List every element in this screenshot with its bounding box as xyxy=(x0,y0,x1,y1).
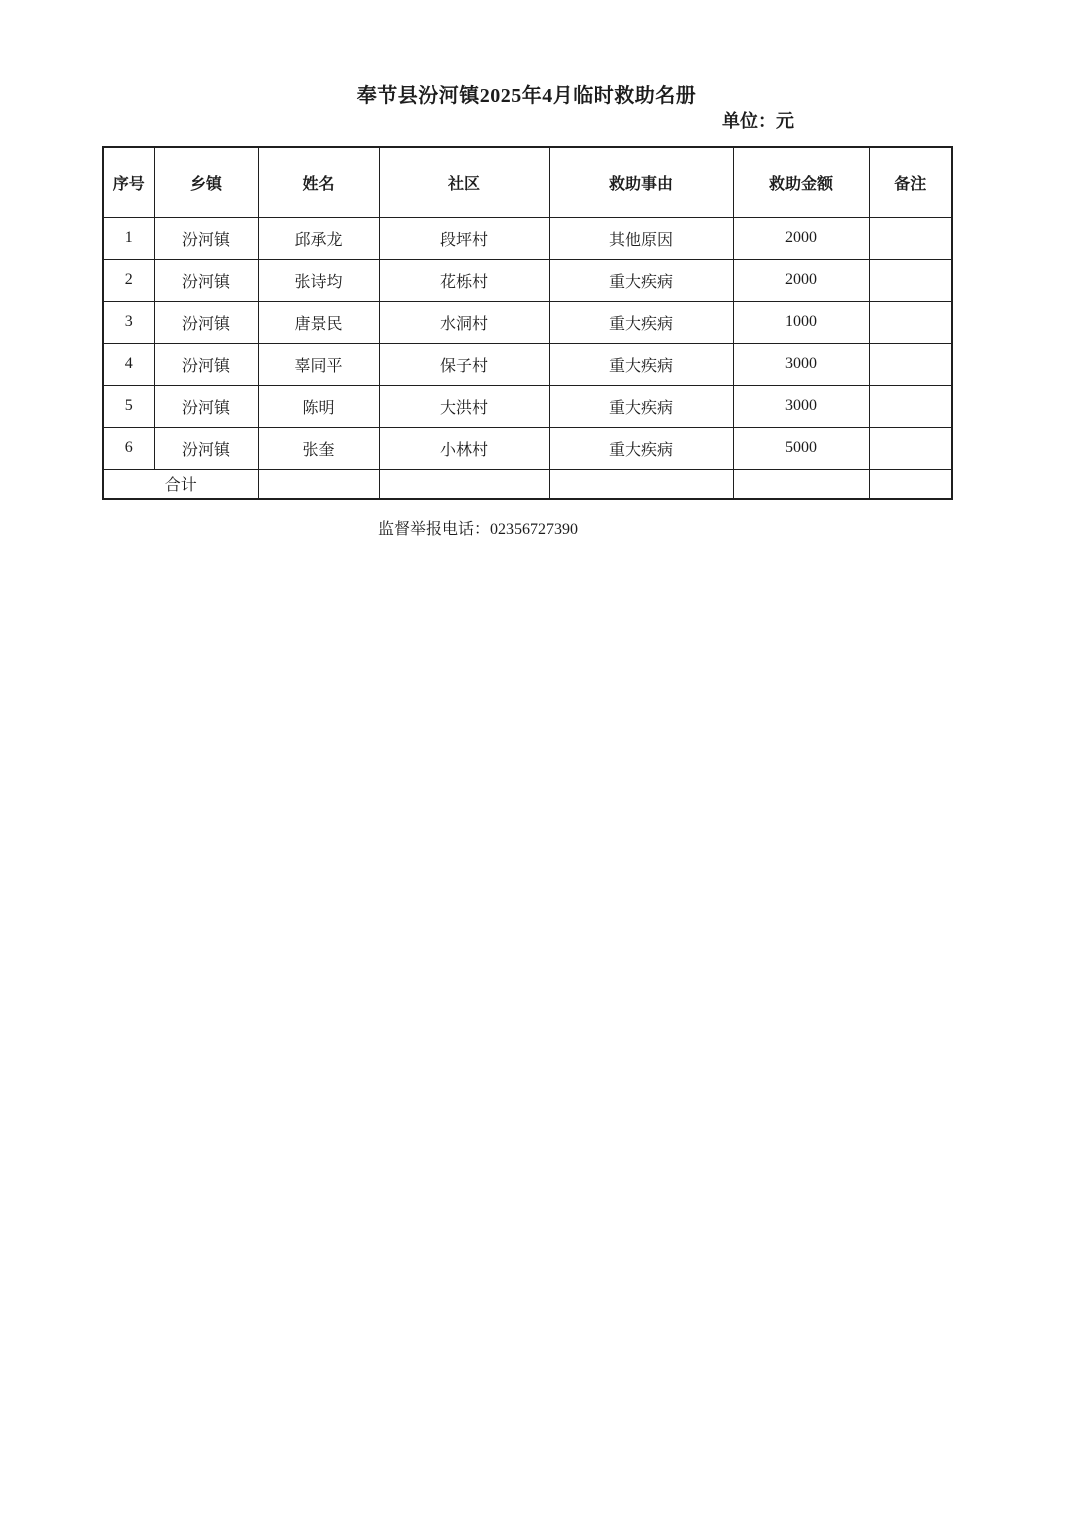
cell-reason: 重大疾病 xyxy=(549,343,733,385)
column-header-town: 乡镇 xyxy=(154,147,258,217)
cell-reason: 重大疾病 xyxy=(549,259,733,301)
total-name-cell xyxy=(258,469,379,499)
cell-seq: 5 xyxy=(103,385,154,427)
assistance-roster-table xyxy=(102,146,953,500)
cell-seq: 6 xyxy=(103,427,154,469)
column-header-remark: 备注 xyxy=(869,147,952,217)
cell-town: 汾河镇 xyxy=(154,259,258,301)
table-row xyxy=(103,427,952,469)
column-header-amount: 救助金额 xyxy=(733,147,869,217)
cell-community: 水洞村 xyxy=(379,301,549,343)
table-row xyxy=(103,343,952,385)
cell-remark xyxy=(869,217,952,259)
cell-name: 辜同平 xyxy=(258,343,379,385)
total-label-cell: 合计 xyxy=(103,469,258,499)
cell-community: 段坪村 xyxy=(379,217,549,259)
cell-amount: 2000 xyxy=(733,217,869,259)
cell-remark xyxy=(869,385,952,427)
cell-remark xyxy=(869,343,952,385)
cell-seq: 4 xyxy=(103,343,154,385)
cell-seq: 1 xyxy=(103,217,154,259)
cell-name: 陈明 xyxy=(258,385,379,427)
unit-label: 单位：元 xyxy=(722,111,794,131)
supervision-hotline-note: 监督举报电话：02356727390 xyxy=(378,521,579,538)
column-header-community: 社区 xyxy=(379,147,549,217)
table-row xyxy=(103,385,952,427)
cell-seq: 2 xyxy=(103,259,154,301)
total-remark-cell xyxy=(869,469,952,499)
total-community-cell xyxy=(379,469,549,499)
cell-name: 唐景民 xyxy=(258,301,379,343)
cell-amount: 2000 xyxy=(733,259,869,301)
column-header-name: 姓名 xyxy=(258,147,379,217)
cell-name: 张奎 xyxy=(258,427,379,469)
cell-community: 小林村 xyxy=(379,427,549,469)
cell-amount: 3000 xyxy=(733,343,869,385)
cell-reason: 重大疾病 xyxy=(549,301,733,343)
page-title: 奉节县汾河镇2025年4月临时救助名册 xyxy=(356,85,697,107)
cell-name: 张诗均 xyxy=(258,259,379,301)
table-header-row xyxy=(103,147,952,217)
cell-reason: 其他原因 xyxy=(549,217,733,259)
cell-amount: 3000 xyxy=(733,385,869,427)
cell-town: 汾河镇 xyxy=(154,301,258,343)
cell-town: 汾河镇 xyxy=(154,217,258,259)
cell-town: 汾河镇 xyxy=(154,385,258,427)
table-row xyxy=(103,301,952,343)
total-amount-cell xyxy=(733,469,869,499)
table-total-row xyxy=(103,469,952,499)
column-header-seq: 序号 xyxy=(103,147,154,217)
cell-seq: 3 xyxy=(103,301,154,343)
total-reason-cell xyxy=(549,469,733,499)
table-row xyxy=(103,259,952,301)
cell-community: 保子村 xyxy=(379,343,549,385)
cell-remark xyxy=(869,427,952,469)
column-header-reason: 救助事由 xyxy=(549,147,733,217)
cell-name: 邱承龙 xyxy=(258,217,379,259)
cell-remark xyxy=(869,259,952,301)
cell-remark xyxy=(869,301,952,343)
cell-reason: 重大疾病 xyxy=(549,385,733,427)
cell-community: 大洪村 xyxy=(379,385,549,427)
cell-reason: 重大疾病 xyxy=(549,427,733,469)
cell-town: 汾河镇 xyxy=(154,343,258,385)
cell-community: 花栎村 xyxy=(379,259,549,301)
cell-amount: 1000 xyxy=(733,301,869,343)
cell-town: 汾河镇 xyxy=(154,427,258,469)
cell-amount: 5000 xyxy=(733,427,869,469)
table-row xyxy=(103,217,952,259)
